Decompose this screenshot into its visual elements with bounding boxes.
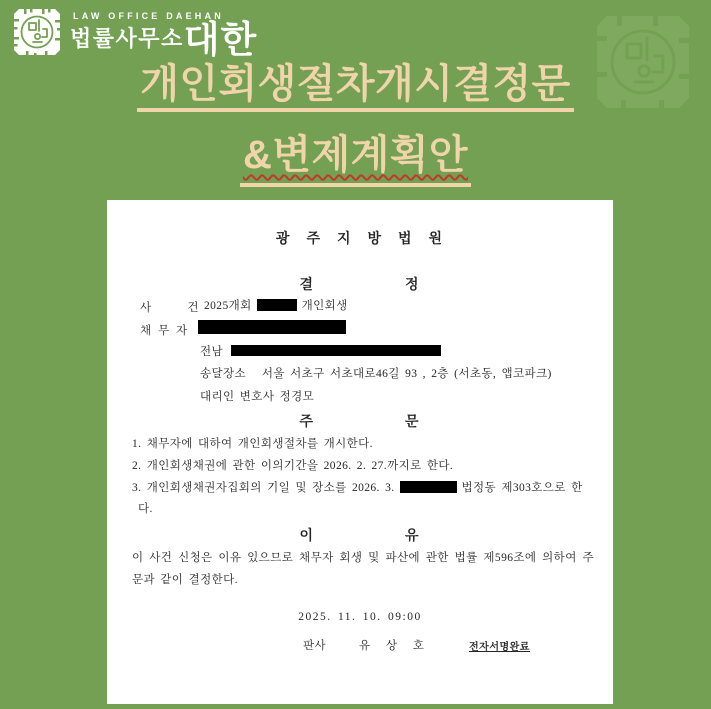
reason-body: 이 사건 신청은 이유 있으므로 채무자 회생 및 파산에 관한 법률 제596조에 의하여 주문과 같이 결정한다. (132, 552, 594, 586)
order-item-3-before: 3. 개인회생채권자집회의 기일 및 장소를 2026. 3. (132, 482, 395, 494)
order-item-3-after: 법정동 제303호으로 한 (461, 482, 583, 494)
brand-header (12, 7, 258, 61)
poster-title (0, 63, 711, 187)
reason-heading: 이 유 (299, 529, 421, 544)
judge-label: 판사 (303, 640, 327, 652)
order-item-3-continuation: 다. (138, 503, 153, 515)
case-number-suffix: 개인회생 (301, 300, 348, 312)
poster-title-line2 (240, 134, 471, 187)
service-address: 송달장소 서울 서초구 서초대로46길 93 , 2층 (서초동, 앱코파크) (200, 368, 552, 380)
case-number (204, 297, 348, 313)
order-item-1: 1. 채무자에 대하여 개인회생절차를 개시한다. (132, 438, 373, 450)
poster-title-line1: 개인회생절차개시결정문 (137, 63, 574, 112)
court-name: 광 주 지 방 법 원 (275, 232, 445, 247)
order-heading: 주 문 (299, 415, 421, 430)
brand-tagline: LAW OFFICE DAEHAN (73, 10, 224, 21)
debtor-address-prefix: 전남 (200, 346, 224, 358)
poster-title-line2-text: &변제계획안 (242, 133, 469, 177)
case-label: 사 건 (140, 302, 200, 314)
redaction-box (400, 481, 457, 493)
brand-name: 대한 (183, 19, 258, 61)
brand-office-name: 법률사무소 (70, 25, 184, 51)
redaction-box (257, 299, 297, 311)
attorney-line: 대리인 변호사 정경모 (200, 391, 315, 403)
decision-heading: 결 정 (299, 278, 421, 293)
debtor-label: 채 무 자 (140, 325, 189, 337)
judge-name: 유 상 호 (359, 640, 426, 652)
decision-datetime: 2025. 11. 10. 09:00 (298, 611, 422, 623)
order-item-3 (132, 479, 583, 495)
court-decision-document (107, 200, 613, 704)
electronic-signature-stamp: 전자서명완료 (469, 642, 530, 653)
redaction-box (231, 345, 441, 356)
daehan-seal-icon (12, 7, 62, 57)
redaction-box (198, 320, 346, 334)
order-item-2: 2. 개인회생채권에 관한 이의기간을 2026. 2. 27.까지로 한다. (132, 460, 454, 472)
case-number-prefix: 2025개회 (204, 300, 252, 312)
